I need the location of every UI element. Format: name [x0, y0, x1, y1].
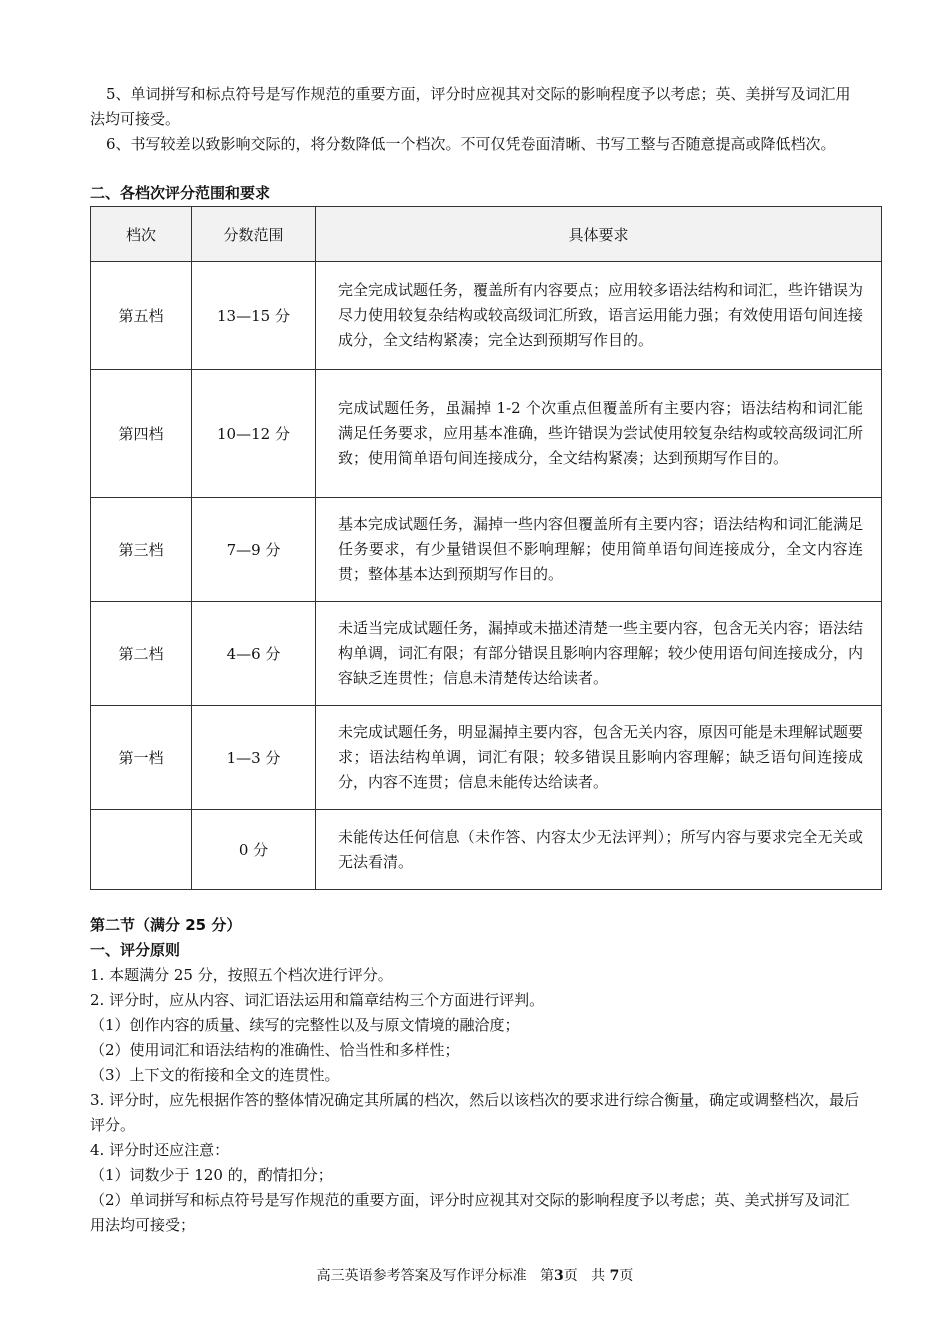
footer-total-prefix: 共	[591, 1268, 606, 1284]
level-cell: 第四档	[91, 370, 192, 498]
table-row	[91, 370, 882, 498]
level-cell: 第一档	[91, 706, 192, 810]
header-requirements: 具体要求	[316, 207, 882, 262]
footer-page-suffix: 页	[563, 1268, 578, 1284]
principle-item-2-1: （1）创作内容的质量、续写的完整性以及与原文情境的融洽度；	[90, 1016, 520, 1034]
range-cell: 13—15 分	[192, 262, 316, 370]
requirement-cell: 基本完成试题任务，漏掉一些内容但覆盖所有主要内容；语法结构和词汇能满足任务要求，有少量错误但不影响理解；使用简单语句间连接成分，全文内容连贯；整体基本达到预期写作目的。	[316, 498, 882, 602]
table-row	[91, 498, 882, 602]
table-row	[91, 706, 882, 810]
footer-total-number: 7	[609, 1268, 620, 1284]
principle-item-2: 2. 评分时，应从内容、词汇语法运用和篇章结构三个方面进行评判。	[90, 991, 545, 1009]
level-cell	[91, 810, 192, 890]
principle-item-4-2: （2）单词拼写和标点符号是写作规范的重要方面，评分时应视其对交际的影响程度予以考虑；英、美式拼写及词汇用法均可接受；	[90, 1191, 850, 1234]
section2-subtitle: 一、评分原则	[90, 941, 181, 959]
principle-item-2-2: （2）使用词汇和语法结构的准确性、恰当性和多样性；	[90, 1041, 460, 1059]
level-cell: 第二档	[91, 602, 192, 706]
requirement-cell: 完全完成试题任务，覆盖所有内容要点；应用较多语法结构和词汇，些许错误为尽力使用较复杂结构或较高级词汇所致，语言运用能力强；有效使用语句间连接成分，全文结构紧凑；完全达到预期写作目的。	[316, 262, 882, 370]
requirement-cell: 未能传达任何信息（未作答、内容太少无法评判）；所写内容与要求完全无关或无法看清。	[316, 810, 882, 890]
scoring-table	[90, 206, 882, 890]
table-row	[91, 810, 882, 890]
level-cell: 第五档	[91, 262, 192, 370]
table-row	[91, 602, 882, 706]
range-cell: 10—12 分	[192, 370, 316, 498]
footer-page-prefix: 第	[540, 1268, 555, 1284]
range-cell: 1—3 分	[192, 706, 316, 810]
section2-title: 第二节（满分 25 分）	[90, 916, 242, 934]
range-cell: 7—9 分	[192, 498, 316, 602]
principle-item-3: 3. 评分时，应先根据作答的整体情况确定其所属的档次，然后以该档次的要求进行综合衡量，确定或调整档次，最后评分。	[90, 1091, 860, 1134]
footer-doc-title: 高三英语参考答案及写作评分标准	[316, 1268, 527, 1284]
principle-item-4: 4. 评分时还应注意：	[90, 1141, 230, 1159]
footer-total-suffix: 页	[619, 1268, 634, 1284]
principle-item-2-3: （3）上下文的衔接和全文的连贯性。	[90, 1066, 340, 1084]
principle-item-1: 1. 本题满分 25 分，按照五个档次进行评分。	[90, 966, 393, 984]
range-cell: 4—6 分	[192, 602, 316, 706]
section-title-levels: 二、各档次评分范围和要求	[90, 184, 271, 202]
rule-item-5: 5、单词拼写和标点符号是写作规范的重要方面，评分时应视其对交际的影响程度予以考虑；英、美拼写及词汇用法均可接受。	[90, 85, 851, 128]
level-cell: 第三档	[91, 498, 192, 602]
page-footer	[0, 1265, 950, 1285]
principle-item-4-1: （1）词数少于 120 的，酌情扣分；	[90, 1166, 333, 1184]
header-level: 档次	[91, 207, 192, 262]
range-cell: 0 分	[192, 810, 316, 890]
header-range: 分数范围	[192, 207, 316, 262]
table-row	[91, 262, 882, 370]
table-header-row	[91, 207, 882, 262]
footer-page-number: 3	[554, 1268, 564, 1284]
rule-item-6: 6、书写较差以致影响交际的，将分数降低一个档次。不可仅凭卷面清晰、书写工整与否随意提高或降低档次。	[106, 135, 836, 153]
requirement-cell: 未适当完成试题任务，漏掉或未描述清楚一些主要内容，包含无关内容；语法结构单调，词汇有限；有部分错误且影响内容理解；较少使用语句间连接成分，内容缺乏连贯性；信息未清楚传达给读者。	[316, 602, 882, 706]
requirement-cell: 未完成试题任务，明显漏掉主要内容，包含无关内容，原因可能是未理解试题要求；语法结构单调，词汇有限；较多错误且影响内容理解；缺乏语句间连接成分，内容不连贯；信息未能传达给读者。	[316, 706, 882, 810]
requirement-cell: 完成试题任务，虽漏掉 1-2 个次重点但覆盖所有主要内容；语法结构和词汇能满足任务要求，应用基本准确，些许错误为尝试使用较复杂结构或较高级词汇所致；使用简单语句间连接成分，全文结构紧凑；达到预期写作目的。	[316, 370, 882, 498]
